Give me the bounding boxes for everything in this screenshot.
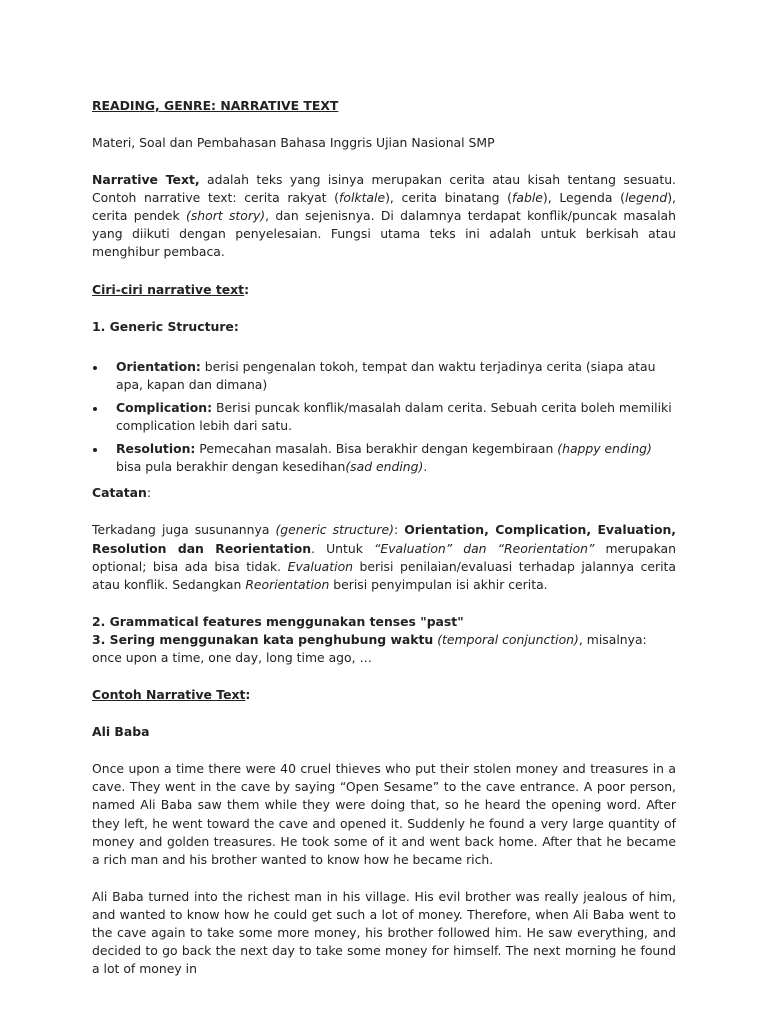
document-title: READING, GENRE: NARRATIVE TEXT (92, 98, 339, 113)
contoh-heading: Contoh Narrative Text: (92, 687, 251, 703)
temporal-conjunction-point: 3. Sering menggunakan kata penghubung waktu (temporal conjunction), misalnya: once upon a time, one day, long time ago, … (92, 631, 647, 665)
catatan-heading: Catatan: (92, 485, 152, 501)
story-paragraph-2: Ali Baba turned into the richest man in his village. His evil brother was really jealous of him, and wanted to know how he could get such a lot of money. Therefore, when Ali Baba went to the cave again to take some more money, his brother followed him. He saw everything, and decided to go back the next day to take some money for himself. The next morning he found a lot of money in (92, 888, 676, 977)
structure-list (92, 358, 676, 477)
bullet-icon (93, 407, 97, 411)
document-page (92, 97, 676, 978)
ciri-heading: Ciri-ciri narrative text: (92, 281, 250, 297)
bullet-icon (93, 366, 97, 370)
story-title: Ali Baba (92, 724, 150, 740)
document-subtitle: Materi, Soal dan Pembahasan Bahasa Inggris Ujian Nasional SMP (92, 135, 495, 150)
intro-term: Narrative Text, (92, 172, 200, 188)
generic-structure-heading: 1. Generic Structure: (92, 318, 239, 334)
intro-paragraph: Narrative Text, adalah teks yang isinya merupakan cerita atau kisah tentang sesuatu. Contoh narrative text: cerita rakyat (folktale), cerita binatang (fable), Legenda (legend), cerita pendek (short story), dan sejenisnya. Di dalamnya terdapat konflik/puncak masalah yang diikuti dengan penyelesaian. Fungsi utama teks ini adalah untuk berkisah atau menghibur pembaca. (92, 172, 677, 260)
bullet-icon (93, 448, 97, 452)
list-item: Complication: Berisi puncak konflik/masalah dalam cerita. Sebuah cerita boleh memiliki complication lebih dari satu. (92, 399, 676, 435)
grammatical-features-point: 2. Grammatical features menggunakan tenses "past" (92, 613, 464, 629)
catatan-paragraph: Terkadang juga susunannya (generic structure): Orientation, Complication, Evaluation, Resolution dan Reorientation. Untuk “Evaluation” dan “Reorientation” merupakan optional; bisa ada bisa tidak. Evaluation berisi penilaian/evaluasi terhadap jalannya cerita atau konflik. Sedangkan Reorientation berisi penyimpulan isi akhir cerita. (92, 522, 676, 592)
list-item: Orientation: berisi pengenalan tokoh, tempat dan waktu terjadinya cerita (siapa atau apa, kapan dan dimana) (92, 358, 676, 394)
list-item: Resolution: Pemecahan masalah. Bisa berakhir dengan kegembiraan (happy ending) bisa pula berakhir dengan kesedihan(sad ending). (92, 440, 676, 476)
story-paragraph-1: Once upon a time there were 40 cruel thieves who put their stolen money and treasures in a cave. They went in the cave by saying “Open Sesame” to the cave entrance. A poor person, named Ali Baba saw them while they were doing that, so he heard the opening word. After they left, he went toward the cave and opened it. Suddenly he found a very large quantity of money and golden treasures. He took some of it and went back home. After that he became a rich man and his brother wanted to know how he became rich. (92, 761, 676, 867)
